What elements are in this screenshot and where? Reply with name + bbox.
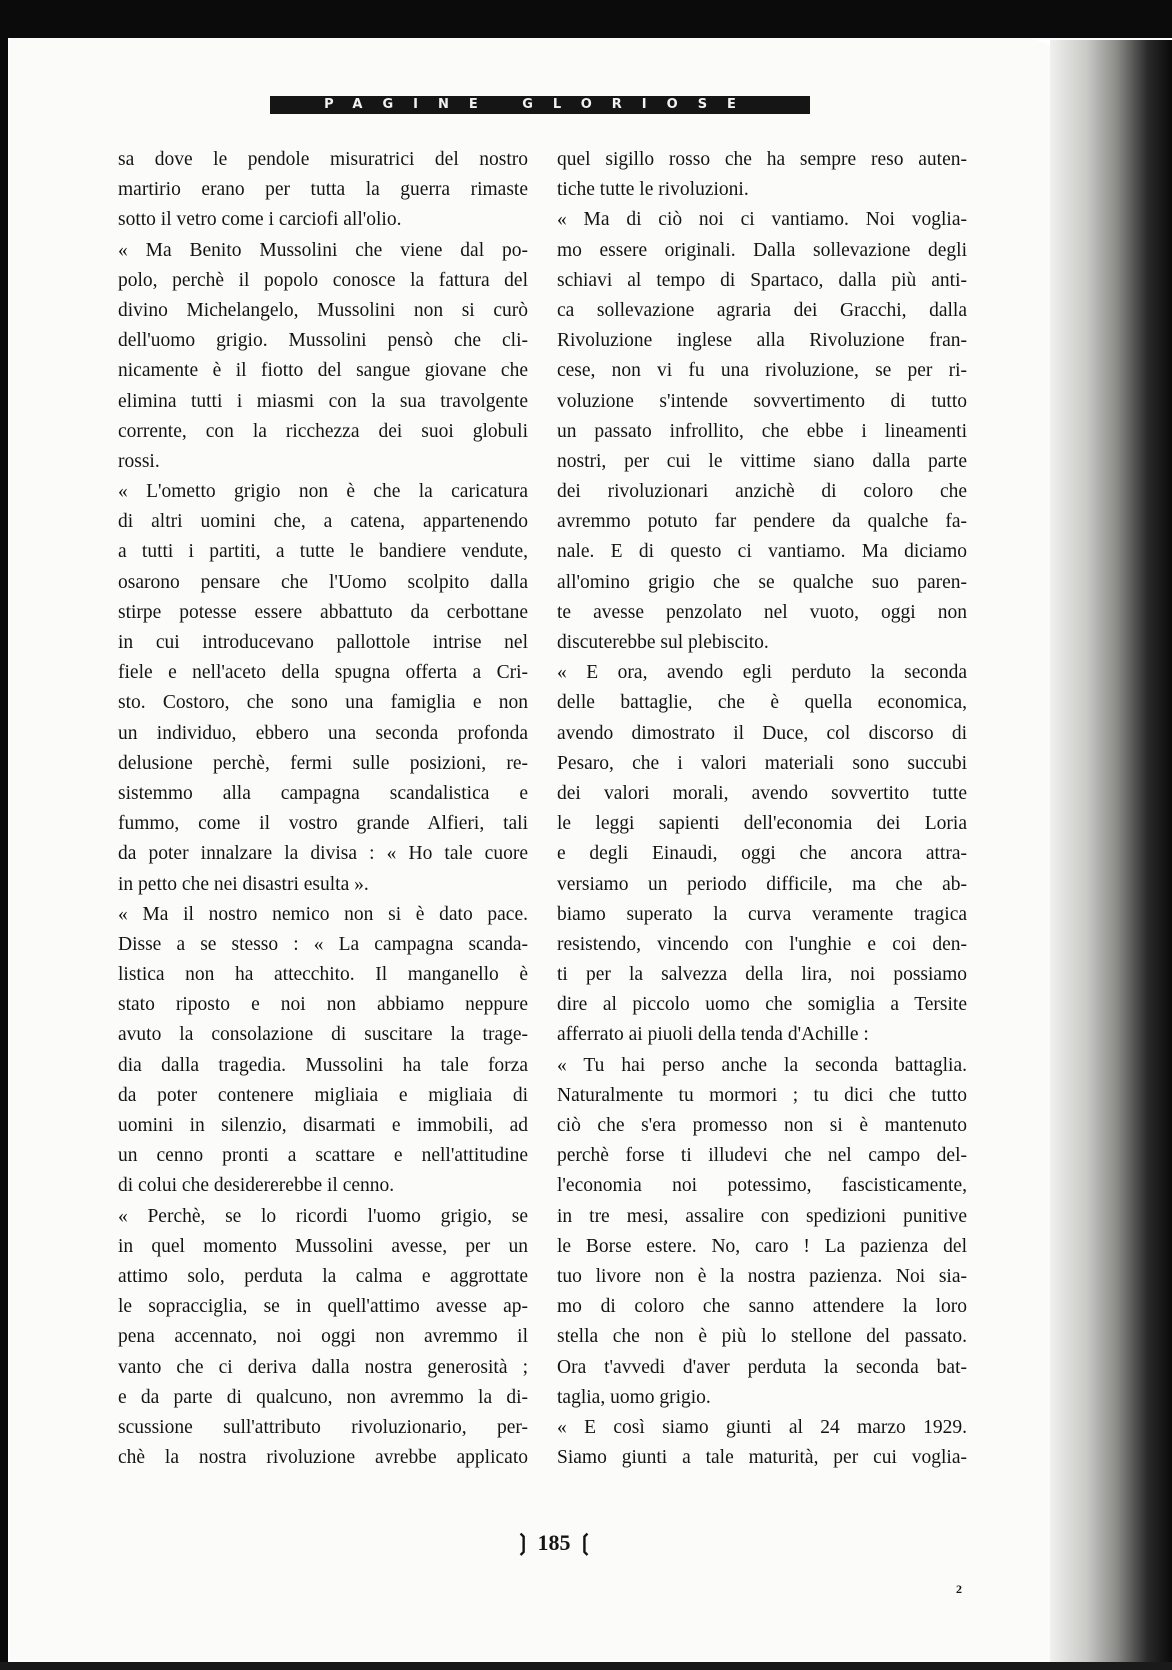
text-line: sto. Costoro, che sono una famiglia e non — [118, 692, 528, 714]
text-line: avuto la consolazione di suscitare la trage- — [118, 1024, 528, 1046]
text-line: l'economia noi potessimo, fascisticamente, — [557, 1175, 967, 1197]
text-line: un individuo, ebbero una seconda profonda — [118, 722, 528, 744]
text-line: da poter contenere migliaia e migliaia di — [118, 1084, 528, 1106]
text-line: di colui che desidererebbe il cenno. — [118, 1175, 395, 1197]
text-line: un passato infrollito, che ebbe i lineamenti — [557, 420, 967, 442]
text-line: a tutti i partiti, a tutte le bandiere vendute, — [118, 541, 528, 563]
text-line: te avesse penzolato nel vuoto, oggi non — [557, 601, 967, 623]
text-line: in petto che nei disastri esulta ». — [118, 873, 369, 895]
text-line: dei valori morali, avendo sovvertito tutte — [557, 782, 967, 804]
text-line: Siamo giunti a tale maturità, per cui voglia- — [557, 1447, 967, 1469]
text-line: divino Michelangelo, Mussolini non si curò — [118, 299, 528, 321]
text-line: nicamente è il fiotto del sangue giovane che — [118, 360, 528, 382]
text-line: delusione perchè, fermi sulle posizioni, re- — [118, 752, 528, 774]
text-line: perchè forse ti illudevi che nel campo del- — [557, 1145, 967, 1167]
text-line: pena accennato, noi oggi non avremmo il — [118, 1326, 528, 1348]
text-line: delle battaglie, che è quella economica, — [557, 692, 967, 714]
text-line: le leggi sapienti dell'economia dei Loria — [557, 813, 967, 835]
text-line: voluzione s'intende sovvertimento di tutto — [557, 390, 967, 412]
text-line: in cui introducevano pallottole intrise nel — [118, 632, 528, 653]
text-line: « Ma di ciò noi ci vantiamo. Noi voglia- — [557, 209, 967, 231]
text-line: dire al piccolo uomo che somiglia a Tersite — [557, 994, 967, 1016]
text-line: all'omino grigio che se qualche suo paren- — [557, 571, 967, 593]
text-line: mo di coloro che sanno attendere la loro — [557, 1296, 967, 1318]
text-line: in quel momento Mussolini avesse, per un — [118, 1235, 528, 1257]
text-line: tiche tutte le rivoluzioni. — [557, 179, 749, 201]
text-line: cese, non vi fu una rivoluzione, se per ri- — [557, 360, 967, 382]
right-text-column — [557, 145, 967, 1473]
text-line: rossi. — [118, 450, 160, 472]
text-line: tuo livore non è la nostra pazienza. Noi sia- — [557, 1265, 967, 1287]
text-line: resistendo, vincendo con l'unghie e coi den- — [557, 933, 967, 955]
text-line: sistemmo alla campagna scandalistica e — [118, 782, 528, 804]
text-line: elimina tutti i miasmi con la sua travolgente — [118, 390, 528, 412]
text-line: dei rivoluzionari anzichè di coloro che — [557, 481, 967, 503]
text-line: afferrato ai piuoli della tenda d'Achille : — [557, 1024, 869, 1046]
scan-border-left — [0, 0, 8, 1670]
scan-border-top — [0, 0, 1172, 38]
book-spine-shadow — [1050, 40, 1172, 1662]
text-line: chè la nostra rivoluzione avrebbe applicato — [118, 1447, 528, 1469]
text-line: le Borse estere. No, caro ! La pazienza del — [557, 1235, 967, 1257]
text-line: un cenno pronti a scattare e nell'attitudine — [118, 1145, 528, 1167]
text-line: schiavi al tempo di Spartaco, dalla più anti- — [557, 269, 967, 291]
text-line: e degli Einaudi, oggi che ancora attra- — [557, 843, 967, 865]
text-line: fummo, come il vostro grande Alfieri, tali — [118, 813, 528, 835]
text-line: vanto che ci deriva dalla nostra generosità ; — [118, 1356, 528, 1378]
left-text-column — [118, 145, 528, 1473]
text-line: stella che non è più lo stellone del passato. — [557, 1326, 967, 1348]
text-line: martirio erano per tutta la guerra rimaste — [118, 179, 528, 201]
text-line: « Tu hai perso anche la seconda battaglia. — [557, 1054, 967, 1076]
text-line: e da parte di qualcuno, non avremmo la di- — [118, 1386, 528, 1408]
text-line: Pesaro, che i valori materiali sono succubi — [557, 752, 967, 774]
text-line: nale. E di questo ci vantiamo. Ma diciamo — [557, 541, 967, 563]
text-line: versiamo un periodo difficile, ma che ab- — [557, 873, 967, 895]
text-line: stirpe potesse essere abbattuto da cerbottane — [118, 601, 528, 623]
page-number: ❳ 185 ❲ — [513, 1530, 595, 1555]
text-line: di altri uomini che, a catena, appartenendo — [118, 511, 528, 533]
text-line: fiele e nell'aceto della spugna offerta a Cri- — [118, 662, 528, 684]
text-line: Rivoluzione inglese alla Rivoluzione fran- — [557, 330, 967, 352]
text-line: « E ora, avendo egli perduto la seconda — [557, 662, 967, 684]
text-line: sa dove le pendole misuratrici del nostro — [118, 149, 528, 170]
text-line: listica non ha attecchito. Il manganello è — [118, 964, 528, 986]
text-line: « E così siamo giunti al 24 marzo 1929. — [557, 1416, 967, 1438]
text-line: Ora t'avvedi d'aver perduta la seconda bat- — [557, 1356, 967, 1378]
text-line: taglia, uomo grigio. — [557, 1386, 711, 1408]
text-line: scussione sull'attributo rivoluzionario, per- — [118, 1416, 528, 1438]
scan-border-bottom — [0, 1662, 1172, 1670]
text-line: avendo dimostrato il Duce, col discorso di — [557, 722, 967, 744]
text-line: attimo solo, perduta la calma e aggrottate — [118, 1265, 528, 1287]
text-line: polo, perchè il popolo conosce la fattura del — [118, 269, 528, 291]
text-line: discuterebbe sul plebiscito. — [557, 632, 769, 653]
signature-mark: 2 — [956, 1582, 962, 1596]
text-line: nostri, per cui le vittime siano dalla parte — [557, 450, 967, 472]
text-line: avremmo potuto far pendere da qualche fa- — [557, 511, 967, 533]
text-line: sotto il vetro come i carciofi all'olio. — [118, 209, 402, 231]
text-line: « Ma Benito Mussolini che viene dal po- — [118, 239, 528, 261]
page-number-value: 185 — [537, 1530, 571, 1555]
text-line: quel sigillo rosso che ha sempre reso auten- — [557, 149, 967, 170]
text-line: stato riposto e noi non abbiamo neppure — [118, 994, 528, 1016]
text-line: ca sollevazione agraria dei Gracchi, dalla — [557, 299, 967, 321]
text-line: in tre mesi, assalire con spedizioni punitive — [557, 1205, 967, 1227]
text-line: uomini in silenzio, disarmati e immobili, ad — [118, 1115, 528, 1136]
text-line: ciò che s'era promesso non si è mantenuto — [557, 1115, 967, 1136]
text-line: corrente, con la ricchezza dei suoi globuli — [118, 420, 528, 442]
running-head: PAGINE GLORIOSE — [270, 96, 810, 114]
text-line: da poter innalzare la divisa : « Ho tale cuore — [118, 843, 528, 865]
text-line: ti per la salvezza della lira, noi possiamo — [557, 964, 967, 986]
text-line: mo essere originali. Dalla sollevazione degli — [557, 239, 967, 261]
text-line: dell'uomo grigio. Mussolini pensò che cli- — [118, 330, 528, 352]
text-line: Disse a se stesso : « La campagna scanda- — [118, 933, 528, 955]
text-line: osarono pensare che l'Uomo scolpito dalla — [118, 571, 528, 593]
text-line: biamo superato la curva veramente tragica — [557, 903, 967, 925]
text-line: « Ma il nostro nemico non si è dato pace. — [118, 903, 528, 925]
text-line: « Perchè, se lo ricordi l'uomo grigio, se — [118, 1205, 528, 1227]
text-line: dia dalla tragedia. Mussolini ha tale forza — [118, 1054, 528, 1076]
text-line: Naturalmente tu mormori ; tu dici che tutto — [557, 1084, 967, 1106]
text-line: le sopracciglia, se in quell'attimo avesse ap- — [118, 1296, 528, 1318]
text-line: « L'ometto grigio non è che la caricatura — [118, 481, 528, 503]
